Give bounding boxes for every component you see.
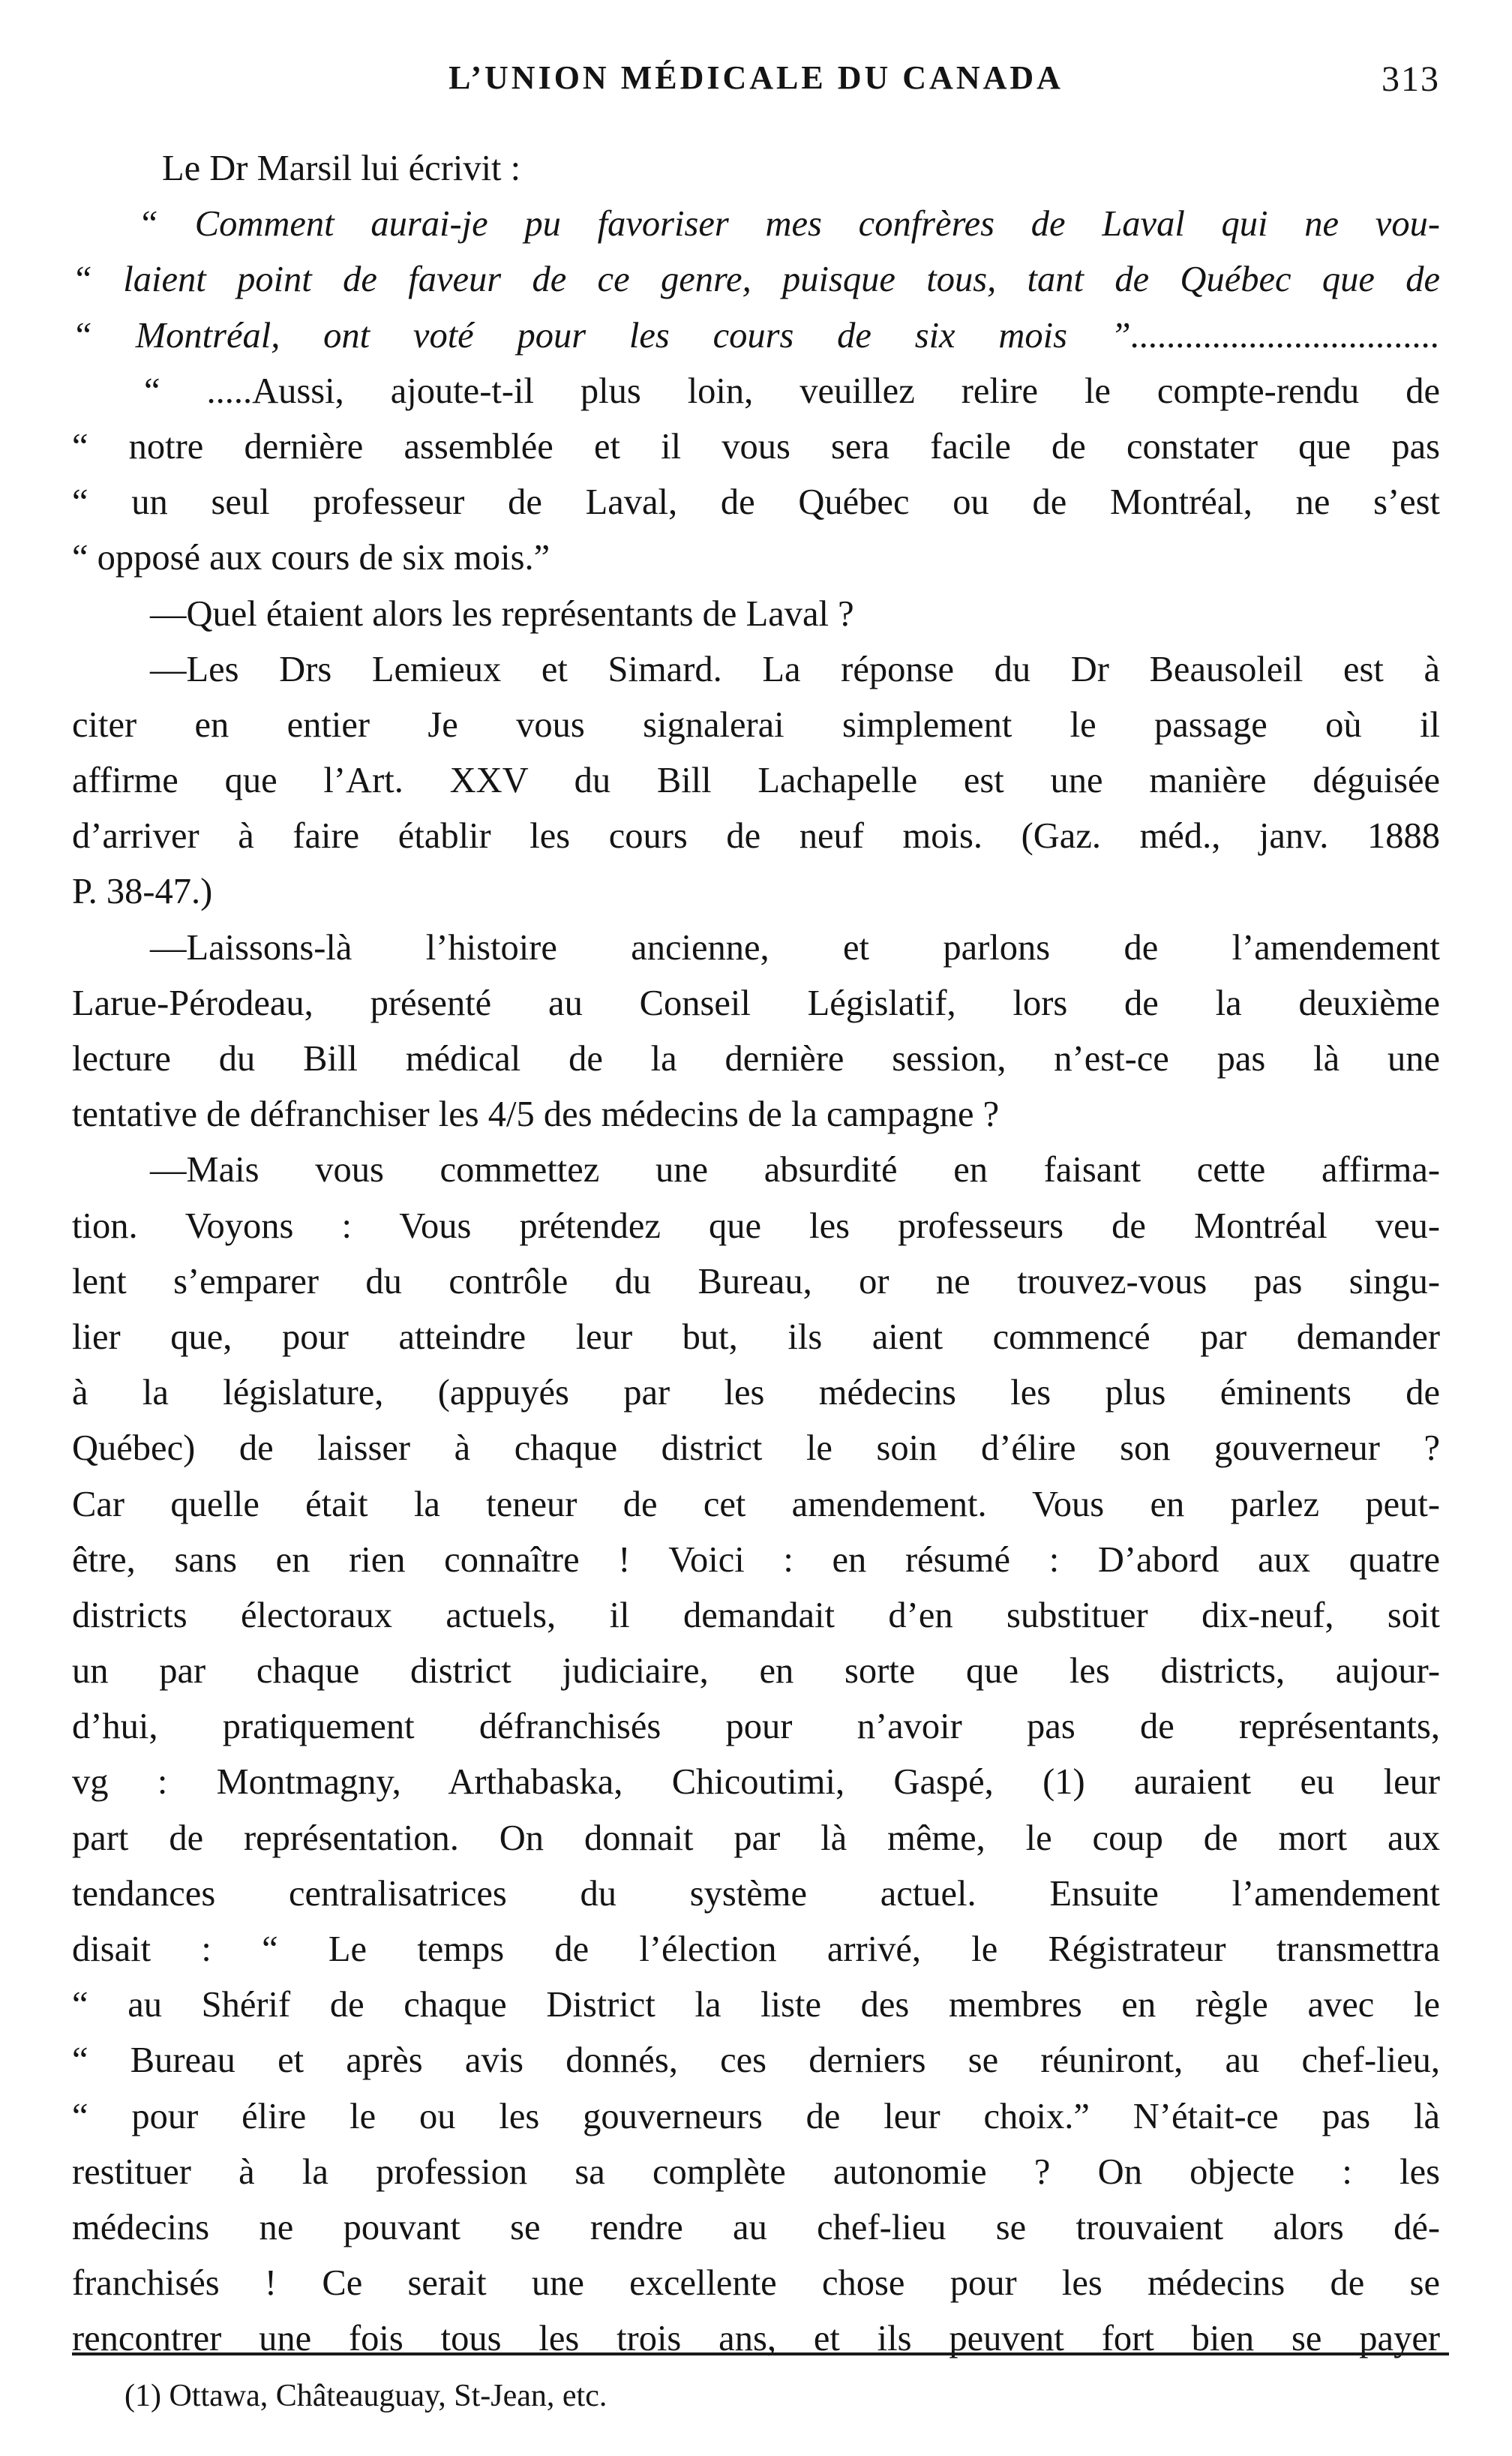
text-line: lecture du Bill médical de la dernière session, n’est-ce pas là une [72,1039,1440,1079]
text-line: Le Dr Marsil lui écrivit : [162,149,521,188]
text-line: Québec) de laisser à chaque district le soin d’élire son gouverneur ? [72,1428,1440,1469]
text-line: —Quel étaient alors les représentants de Laval ? [150,593,854,634]
text-line: Car quelle était la teneur de cet amendement. Vous en parlez peut- [72,1484,1440,1524]
text-line: tion. Voyons : Vous prétendez que les professeurs de Montréal veu- [72,1205,1440,1246]
text-line: “ .....Aussi, ajoute-t-il plus loin, veuillez relire le compte-rendu de [144,371,1440,411]
page-header [72,59,1440,111]
text-line: “ laient point de faveur de ce genre, puisque tous, tant de Québec que de [72,260,1440,300]
text-line: “ pour élire le ou les gouverneurs de leur choix.” N’était-ce pas là [72,2096,1440,2136]
text-line: lent s’emparer du contrôle du Bureau, or ne trouvez-vous pas singu- [72,1261,1440,1302]
text-line: d’arriver à faire établir les cours de neuf mois. (Gaz. méd., janv. 1888 [72,816,1440,857]
text-line: un par chaque district judiciaire, en sorte que les districts, aujour- [72,1651,1440,1692]
text-line: “ opposé aux cours de six mois.” [72,538,550,578]
page-number: 313 [1382,59,1440,99]
text-line: part de représentation. On donnait par là même, le coup de mort aux [72,1818,1440,1858]
text-line: restituer à la profession sa complète autonomie ? On objecte : les [72,2151,1440,2192]
text-line: tendances centralisatrices du système actuel. Ensuite l’amendement [72,1873,1440,1914]
text-line: —Laissons-là l’histoire ancienne, et parlons de l’amendement [150,927,1440,968]
text-line: “ Bureau et après avis donnés, ces derniers se réuniront, au chef-lieu, [72,2040,1440,2081]
text-line: citer en entier Je vous signalerai simplement le passage où il [72,704,1440,745]
text-line: lier que, pour atteindre leur but, ils aient commencé par demander [72,1317,1440,1357]
text-line: être, sans en rien connaître ! Voici : en résumé : D’abord aux quatre [72,1539,1440,1580]
text-line: vg : Montmagny, Arthabaska, Chicoutimi, Gaspé, (1) auraient eu leur [72,1762,1440,1803]
footnote: (1) Ottawa, Châteauguay, St-Jean, etc. [124,2379,608,2413]
text-line: à la législature, (appuyés par les médecins les plus éminents de [72,1373,1440,1413]
text-line: tentative de défranchiser les 4/5 des médecins de la campagne ? [72,1094,1000,1135]
text-line: —Mais vous commettez une absurdité en faisant cette affirma- [150,1150,1440,1190]
text-line: districts électoraux actuels, il demandait d’en substituer dix-neuf, soit [72,1595,1440,1635]
text-line: affirme que l’Art. XXV du Bill Lachapelle est une manière déguisée [72,761,1440,801]
footnote-divider [72,2352,1449,2355]
text-line: “ au Shérif de chaque District la liste des membres en règle avec le [72,1985,1440,2025]
text-line: P. 38-47.) [72,872,213,912]
text-line: franchisés ! Ce serait une excellente chose pour les médecins de se [72,2263,1440,2304]
text-line: “ Comment aurai-je pu favoriser mes confrères de Laval qui ne vou- [138,204,1440,245]
text-line: Larue-Pérodeau, présenté au Conseil Législatif, lors de la deuxième [72,983,1440,1023]
text-line: —Les Drs Lemieux et Simard. La réponse du Dr Beausoleil est à [150,649,1440,689]
text-line: médecins ne pouvant se rendre au chef-lieu se trouvaient alors dé- [72,2207,1440,2247]
text-line: “ Montréal, ont voté pour les cours de six mois ”.................................. [72,315,1440,356]
text-line: disait : “ Le temps de l’élection arrivé, le Régistrateur transmettra [72,1929,1440,1969]
running-title: L’UNION MÉDICALE DU CANADA [448,59,1064,96]
text-line: d’hui, pratiquement défranchisés pour n’avoir pas de représentants, [72,1707,1440,1747]
text-line: rencontrer une fois tous les trois ans, et ils peuvent fort bien se payer [72,2319,1440,2359]
text-line: “ notre dernière assemblée et il vous sera facile de constater que pas [72,426,1440,467]
body-text [72,141,1440,2367]
text-line: “ un seul professeur de Laval, de Québec ou de Montréal, ne s’est [72,482,1440,523]
